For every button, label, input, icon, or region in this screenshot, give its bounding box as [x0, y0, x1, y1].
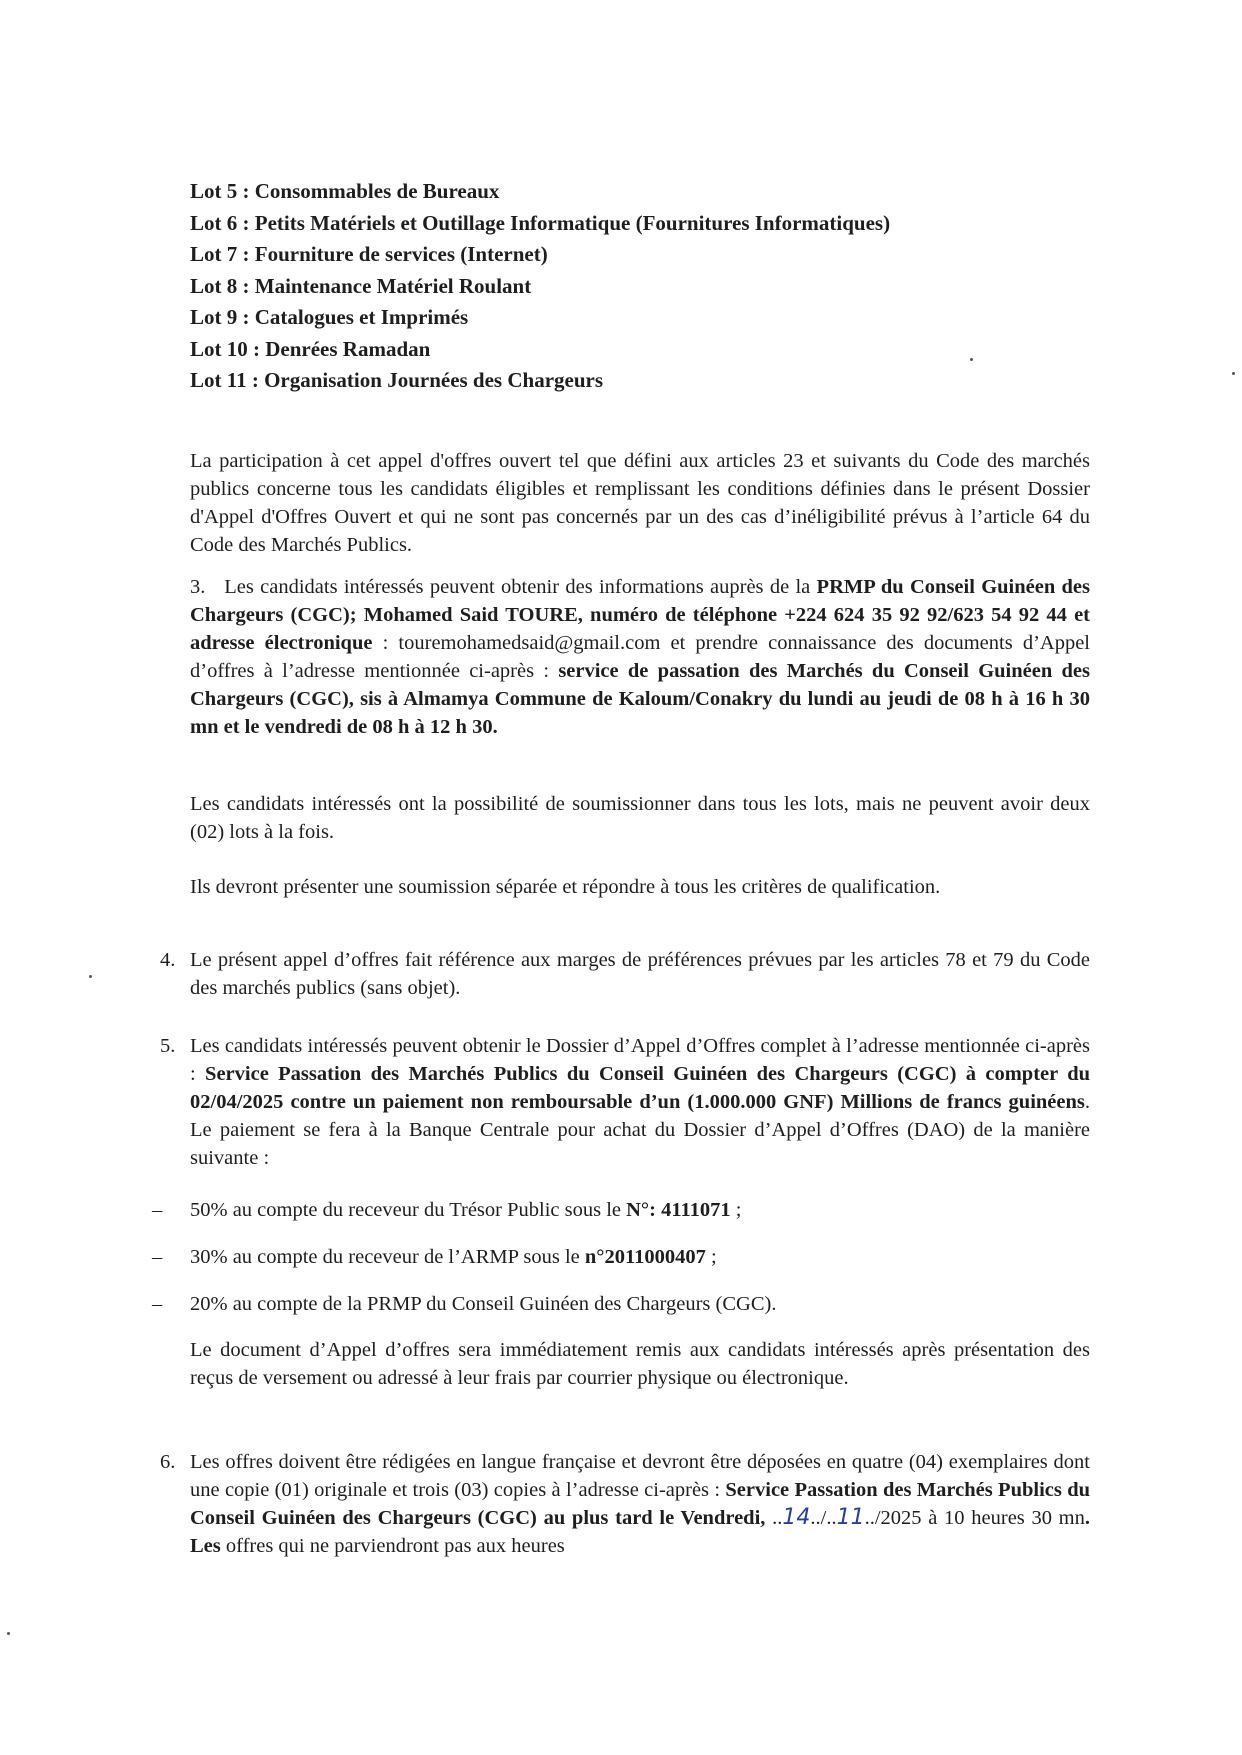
intro-paragraph: La participation à cet appel d'offres ouvert tel que défini aux articles 23 et suivants du Code des marchés publics concerne tous les candidats éligibles et remplissant les conditions définies dans le présent Dossier d'Appel d'Offres Ouvert et qui ne sont pas concernés par un des cas d’inéligibilité prévus à l’article 64 du Code des Marchés Publics. — [190, 450, 1090, 556]
handwritten-day: 14 — [782, 1505, 811, 1530]
scan-speck — [1232, 372, 1235, 375]
lot-item: Lot 11 : Organisation Journées des Chargeurs — [190, 368, 604, 392]
section-3-paragraph: 3. Les candidats intéressés peuvent obtenir des informations auprès de la PRMP du Conseil Guinéen des Chargeurs (CGC); Mohamed Said TOURE, numéro de téléphone +224 624 35 92 92/623 54 92 44 et adresse électronique : touremohamedsaid@gmail.com et prendre connaissance des documents d’Appel d’offres à l’adresse mentionnée ci-après : service de passation des Marchés du Conseil Guinéen des Chargeurs (CGC), sis à Almamya Commune de Kaloum/Conakry du lundi au jeudi de 08 h à 16 h 30 mn et le vendredi de 08 h à 12 h 30. — [190, 576, 1091, 738]
scan-speck — [970, 358, 973, 361]
payment-item: – 20% au compte de la PRMP du Conseil Guinéen des Chargeurs (CGC). — [152, 1293, 777, 1315]
section-4-item: 4. Le présent appel d’offres fait référence aux marges de préférences prévues par les articles 78 et 79 du Code des marchés publics (sans objet). — [160, 949, 1090, 999]
scan-speck — [89, 975, 92, 978]
lots-list — [190, 176, 890, 397]
lot-item: Lot 6 : Petits Matériels et Outillage Informatique (Fournitures Informatiques) — [190, 210, 891, 235]
scan-speck — [7, 1632, 10, 1635]
lot-item: Lot 9 : Catalogues et Imprimés — [190, 305, 469, 329]
section-6-item: 6. Les offres doivent être rédigées en langue française et devront être déposées en quatre (04) exemplaires dont une copie (01) originale et trois (03) copies à l’adresse ci-après : Service Passation des Marchés Publics du Conseil Guinéen des Chargeurs (CGC) au plus tard le Vendredi, ..14../..11../2025 à 10 heures 30 mn. Les offres qui ne parviendront pas aux heures — [160, 1451, 1091, 1557]
submission-note-paragraph: Ils devront présenter une soumission séparée et répondre à tous les critères de qualification. — [190, 876, 941, 898]
lot-item: Lot 7 : Fourniture de services (Internet) — [190, 242, 548, 266]
payment-item: – 30% au compte du receveur de l’ARMP sous le n°2011000407 ; — [152, 1246, 717, 1268]
lot-item: Lot 8 : Maintenance Matériel Roulant — [190, 273, 532, 298]
lot-item: Lot 10 : Denrées Ramadan — [190, 336, 431, 361]
lot-item: Lot 5 : Consommables de Bureaux — [190, 179, 500, 203]
handwritten-month: 11 — [836, 1505, 865, 1530]
document-delivery-paragraph: Le document d’Appel d’offres sera immédiatement remis aux candidats intéressés après présentation des reçus de versement ou adressé à leur frais par courrier physique ou électronique. — [190, 1339, 1090, 1389]
lots-note-paragraph: Les candidats intéressés ont la possibilité de soumissionner dans tous les lots, mais ne peuvent avoir deux (02) lots à la fois. — [190, 793, 1090, 843]
payment-item: – 50% au compte du receveur du Trésor Public sous le N°: 4111071 ; — [152, 1199, 742, 1221]
section-5-item: 5. Les candidats intéressés peuvent obtenir le Dossier d’Appel d’Offres complet à l’adresse mentionnée ci-après : Service Passation des Marchés Publics du Conseil Guinéen des Chargeurs (CGC) à compter du 02/04/2025 contre un paiement non remboursable d’un (1.000.000 GNF) Millions de francs guinéens. Le paiement se fera à la Banque Centrale pour achat du Dossier d’Appel d’Offres (DAO) de la manière suivante : — [160, 1035, 1090, 1169]
